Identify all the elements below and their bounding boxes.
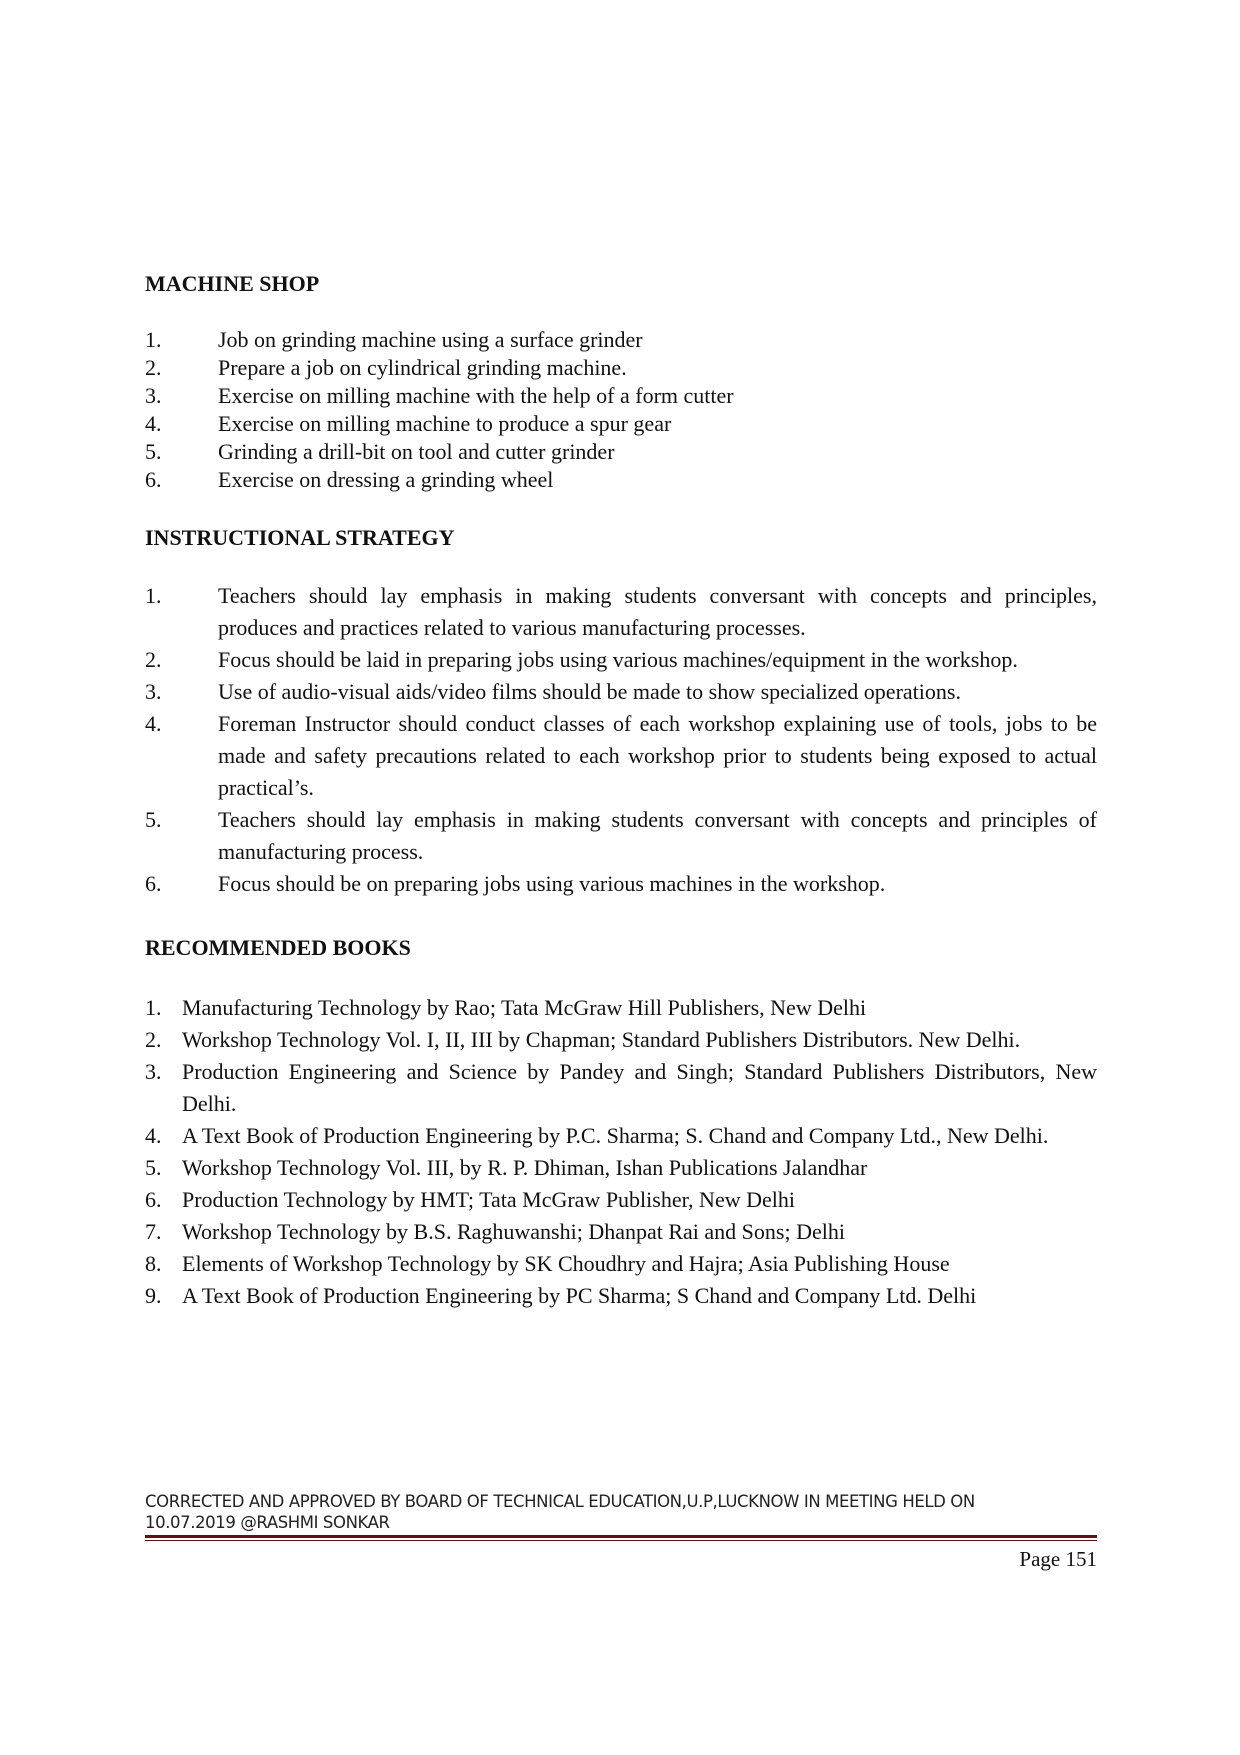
list-item: 1. Manufacturing Technology by Rao; Tata McGraw Hill Publishers, New Delhi [145, 995, 867, 1020]
list-item: 6. Focus should be on preparing jobs using various machines in the workshop. [145, 871, 886, 896]
footer-divider [145, 1535, 1097, 1538]
recommended-books-list [145, 992, 1097, 1312]
list-item: 9. A Text Book of Production Engineering by PC Sharma; S Chand and Company Ltd. Delhi [145, 1283, 977, 1308]
list-item: 2. Focus should be laid in preparing jobs using various machines/equipment in the workshop. [145, 647, 1018, 672]
list-item: 7. Workshop Technology by B.S. Raghuwanshi; Dhanpat Rai and Sons; Delhi [145, 1219, 845, 1244]
instructional-strategy-heading: INSTRUCTIONAL STRATEGY [145, 525, 455, 550]
list-item: 6. Exercise on dressing a grinding wheel [145, 467, 554, 492]
list-item: 4. Exercise on milling machine to produce a spur gear [145, 411, 672, 436]
list-item: 8. Elements of Workshop Technology by SK Choudhry and Hajra; Asia Publishing House [145, 1251, 950, 1276]
machine-shop-list [145, 326, 1097, 494]
list-item: 2. Prepare a job on cylindrical grinding machine. [145, 355, 627, 380]
footer-divider-thin [145, 1540, 1097, 1541]
footer-approval-line-2: 10.07.2019 @RASHMI SONKAR [145, 1513, 390, 1532]
page-footer [145, 1491, 1097, 1572]
instructional-strategy-list [145, 580, 1097, 900]
list-item: 2. Workshop Technology Vol. I, II, III by Chapman; Standard Publishers Distributors. New Delhi. [145, 1027, 1021, 1052]
list-item: 4. Foreman Instructor should conduct classes of each workshop explaining use of tools, jobs to be made and safety precautions related to each workshop prior to students being exposed to actual practical’s. [145, 711, 1097, 800]
list-item: 3. Production Engineering and Science by Pandey and Singh; Standard Publishers Distributors, New Delhi. [145, 1059, 1097, 1116]
list-item: 3. Use of audio-visual aids/video films should be made to show specialized operations. [145, 679, 961, 704]
list-item: 6. Production Technology by HMT; Tata McGraw Publisher, New Delhi [145, 1187, 795, 1212]
list-item: 3. Exercise on milling machine with the help of a form cutter [145, 383, 734, 408]
footer-approval-line-1: CORRECTED AND APPROVED BY BOARD OF TECHNICAL EDUCATION,U.P,LUCKNOW IN MEETING HELD ON [145, 1492, 975, 1511]
page-number: Page 151 [1019, 1547, 1097, 1571]
list-item: 1. Job on grinding machine using a surface grinder [145, 327, 643, 352]
list-item: 1. Teachers should lay emphasis in making students conversant with concepts and principles, produces and practices related to various manufacturing processes. [145, 583, 1097, 640]
list-item: 5. Workshop Technology Vol. III, by R. P. Dhiman, Ishan Publications Jalandhar [145, 1155, 868, 1180]
list-item: 4. A Text Book of Production Engineering by P.C. Sharma; S. Chand and Company Ltd., New Delhi. [145, 1123, 1049, 1148]
list-item: 5. Grinding a drill-bit on tool and cutter grinder [145, 439, 615, 464]
recommended-books-heading: RECOMMENDED BOOKS [145, 935, 411, 960]
list-item: 5. Teachers should lay emphasis in making students conversant with concepts and principles of manufacturing process. [145, 807, 1097, 864]
machine-shop-heading: MACHINE SHOP [145, 271, 320, 296]
page-content [145, 270, 1097, 1312]
